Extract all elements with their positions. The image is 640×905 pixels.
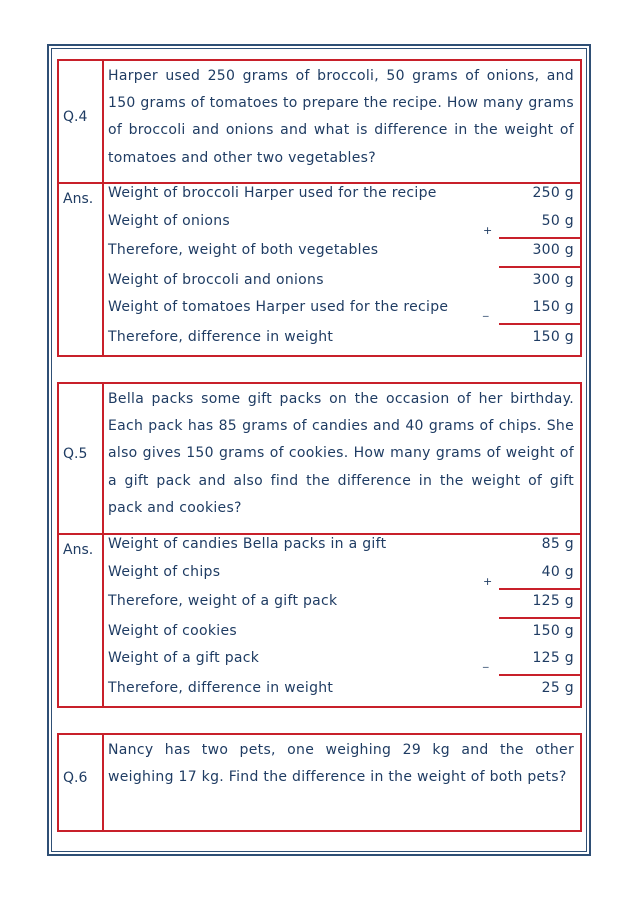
q6-label: Q.6 bbox=[63, 770, 88, 786]
q5-plus-sign: + bbox=[483, 575, 493, 588]
q6-question-text: Nancy has two pets, one weighing 29 kg and the other weighing 17 kg. Find the difference in the weight of both pets? bbox=[108, 742, 574, 786]
q4-answer-row: Weight of broccoli Harper used for the recipe 250 g bbox=[108, 185, 574, 201]
q4-minus-sign: _ bbox=[483, 304, 489, 317]
q4-plus-sign: + bbox=[483, 224, 493, 237]
q4-question-text: Harper used 250 grams of broccoli, 50 grams of onions, and 150 grams of tomatoes to prepare the recipe. How many grams of broccoli and onions and what is difference in the weight of tomatoes and other two vegetables? bbox=[108, 68, 574, 166]
q4-answer-row: Therefore, difference in weight 150 g bbox=[108, 329, 574, 345]
q5-question-text: Bella packs some gift packs on the occasion of her birthday. Each pack has 85 grams of candies and 40 grams of chips. She also gives 150 grams of cookies. How many grams of weight of a gift pack and also find the difference in the weight of gift pack and cookies? bbox=[108, 391, 574, 516]
q4-ans-label: Ans. bbox=[63, 191, 94, 207]
q5-minus-sign: _ bbox=[483, 655, 489, 668]
q5-answer-row: Weight of cookies 150 g bbox=[108, 623, 574, 639]
q4-answer-row: Weight of onions 50 g bbox=[108, 213, 574, 229]
q5-ans-label: Ans. bbox=[63, 542, 94, 558]
q5-answer-row: Therefore, weight of a gift pack 125 g bbox=[108, 593, 574, 609]
q5-answer-row: Therefore, difference in weight 25 g bbox=[108, 680, 574, 696]
q4-label: Q.4 bbox=[63, 109, 88, 125]
q5-label: Q.5 bbox=[63, 446, 88, 462]
q5-answer-row: Weight of a gift pack 125 g bbox=[108, 650, 574, 666]
q4-answer-row: Weight of tomatoes Harper used for the recipe 150 g bbox=[108, 299, 574, 315]
q4-answer-row: Therefore, weight of both vegetables 300 g bbox=[108, 242, 574, 258]
q4-answer-row: Weight of broccoli and onions 300 g bbox=[108, 272, 574, 288]
q5-answer-row: Weight of chips 40 g bbox=[108, 564, 574, 580]
q5-answer-row: Weight of candies Bella packs in a gift 85 g bbox=[108, 536, 574, 552]
